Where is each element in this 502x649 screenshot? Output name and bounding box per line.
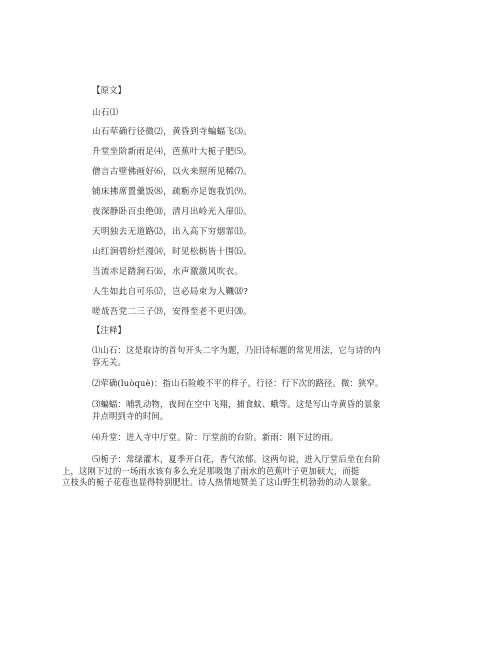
poem-line: 僧言古壁佛画好⑹，以火来照所见稀⑺。 <box>92 167 253 177</box>
note-line: 立枝头的栀子花苞也显得特别肥壮。诗人热情地赞美了这山野生机勃勃的动人景象。 <box>62 477 377 487</box>
poem-line: 嗟哉吾党二三子⒆，安得至老不更归⒇。 <box>92 307 253 317</box>
poem-line: 升堂坐阶新雨足⑷，芭蕉叶大栀子肥⑸。 <box>92 147 253 157</box>
notes-heading: 【注释】 <box>92 326 127 336</box>
poem-line: 人生如此自可乐⒄，岂必局束为人鞿⒅? <box>92 287 249 297</box>
note-line: 并点明到寺的时间。 <box>92 410 169 421</box>
note-item <box>92 378 384 390</box>
poem-title: 山石⑴ <box>92 108 119 118</box>
note-line: ⑴山石：这是取诗的首句开头二字为题，乃旧诗标题的常见用法，它与诗的内 <box>92 345 381 355</box>
note-line: ⑸栀子：常绿灌木，夏季开白花，香气浓郁。这两句说，进入厅堂后坐在台阶 <box>92 454 381 464</box>
poem-line: 铺床拂席置羹饭⑻，疏粝亦足饱我饥⑼。 <box>92 187 253 197</box>
note-line: 容无关。 <box>92 356 126 367</box>
note-line: 上，这刚下过的一场雨水该有多么充足那吸饱了雨水的芭蕉叶子更加硕大，而挺 <box>62 465 360 476</box>
note-item <box>92 345 381 368</box>
poem-line: 夜深静卧百虫绝⑽，清月出岭光入扉⑾。 <box>92 207 253 217</box>
note-line: ⑶蝙蝠：哺乳动物，夜间在空中飞翔，捕食蚊、蛾等。这是写山寺黄昏的景象 <box>92 399 381 409</box>
poem-line: 当流赤足踏涧石⒃，水声激激风吹衣。 <box>92 267 244 277</box>
poem-line: 天明独去无道路⑿，出入高下穷烟霏⒀。 <box>92 227 253 237</box>
note-item <box>92 399 381 422</box>
original-text-heading: 【原文】 <box>92 86 127 96</box>
poem-line: 山红涧碧纷烂漫⒁，时见松枥皆十围⒂。 <box>92 247 253 257</box>
note-line: ⑵荦确(luòquè)：指山石险峻不平的样子。行径：行下次的路径。微：狭窄。 <box>92 378 384 388</box>
poem-line: 山石荦确行径微⑵，黄昏到寺蝙蝠飞⑶。 <box>92 127 253 137</box>
note-item <box>92 432 338 444</box>
note-item <box>62 454 381 489</box>
note-line: ⑷升堂：进入寺中厅堂。阶：厅堂前的台阶。新雨：刚下过的雨。 <box>92 432 339 442</box>
